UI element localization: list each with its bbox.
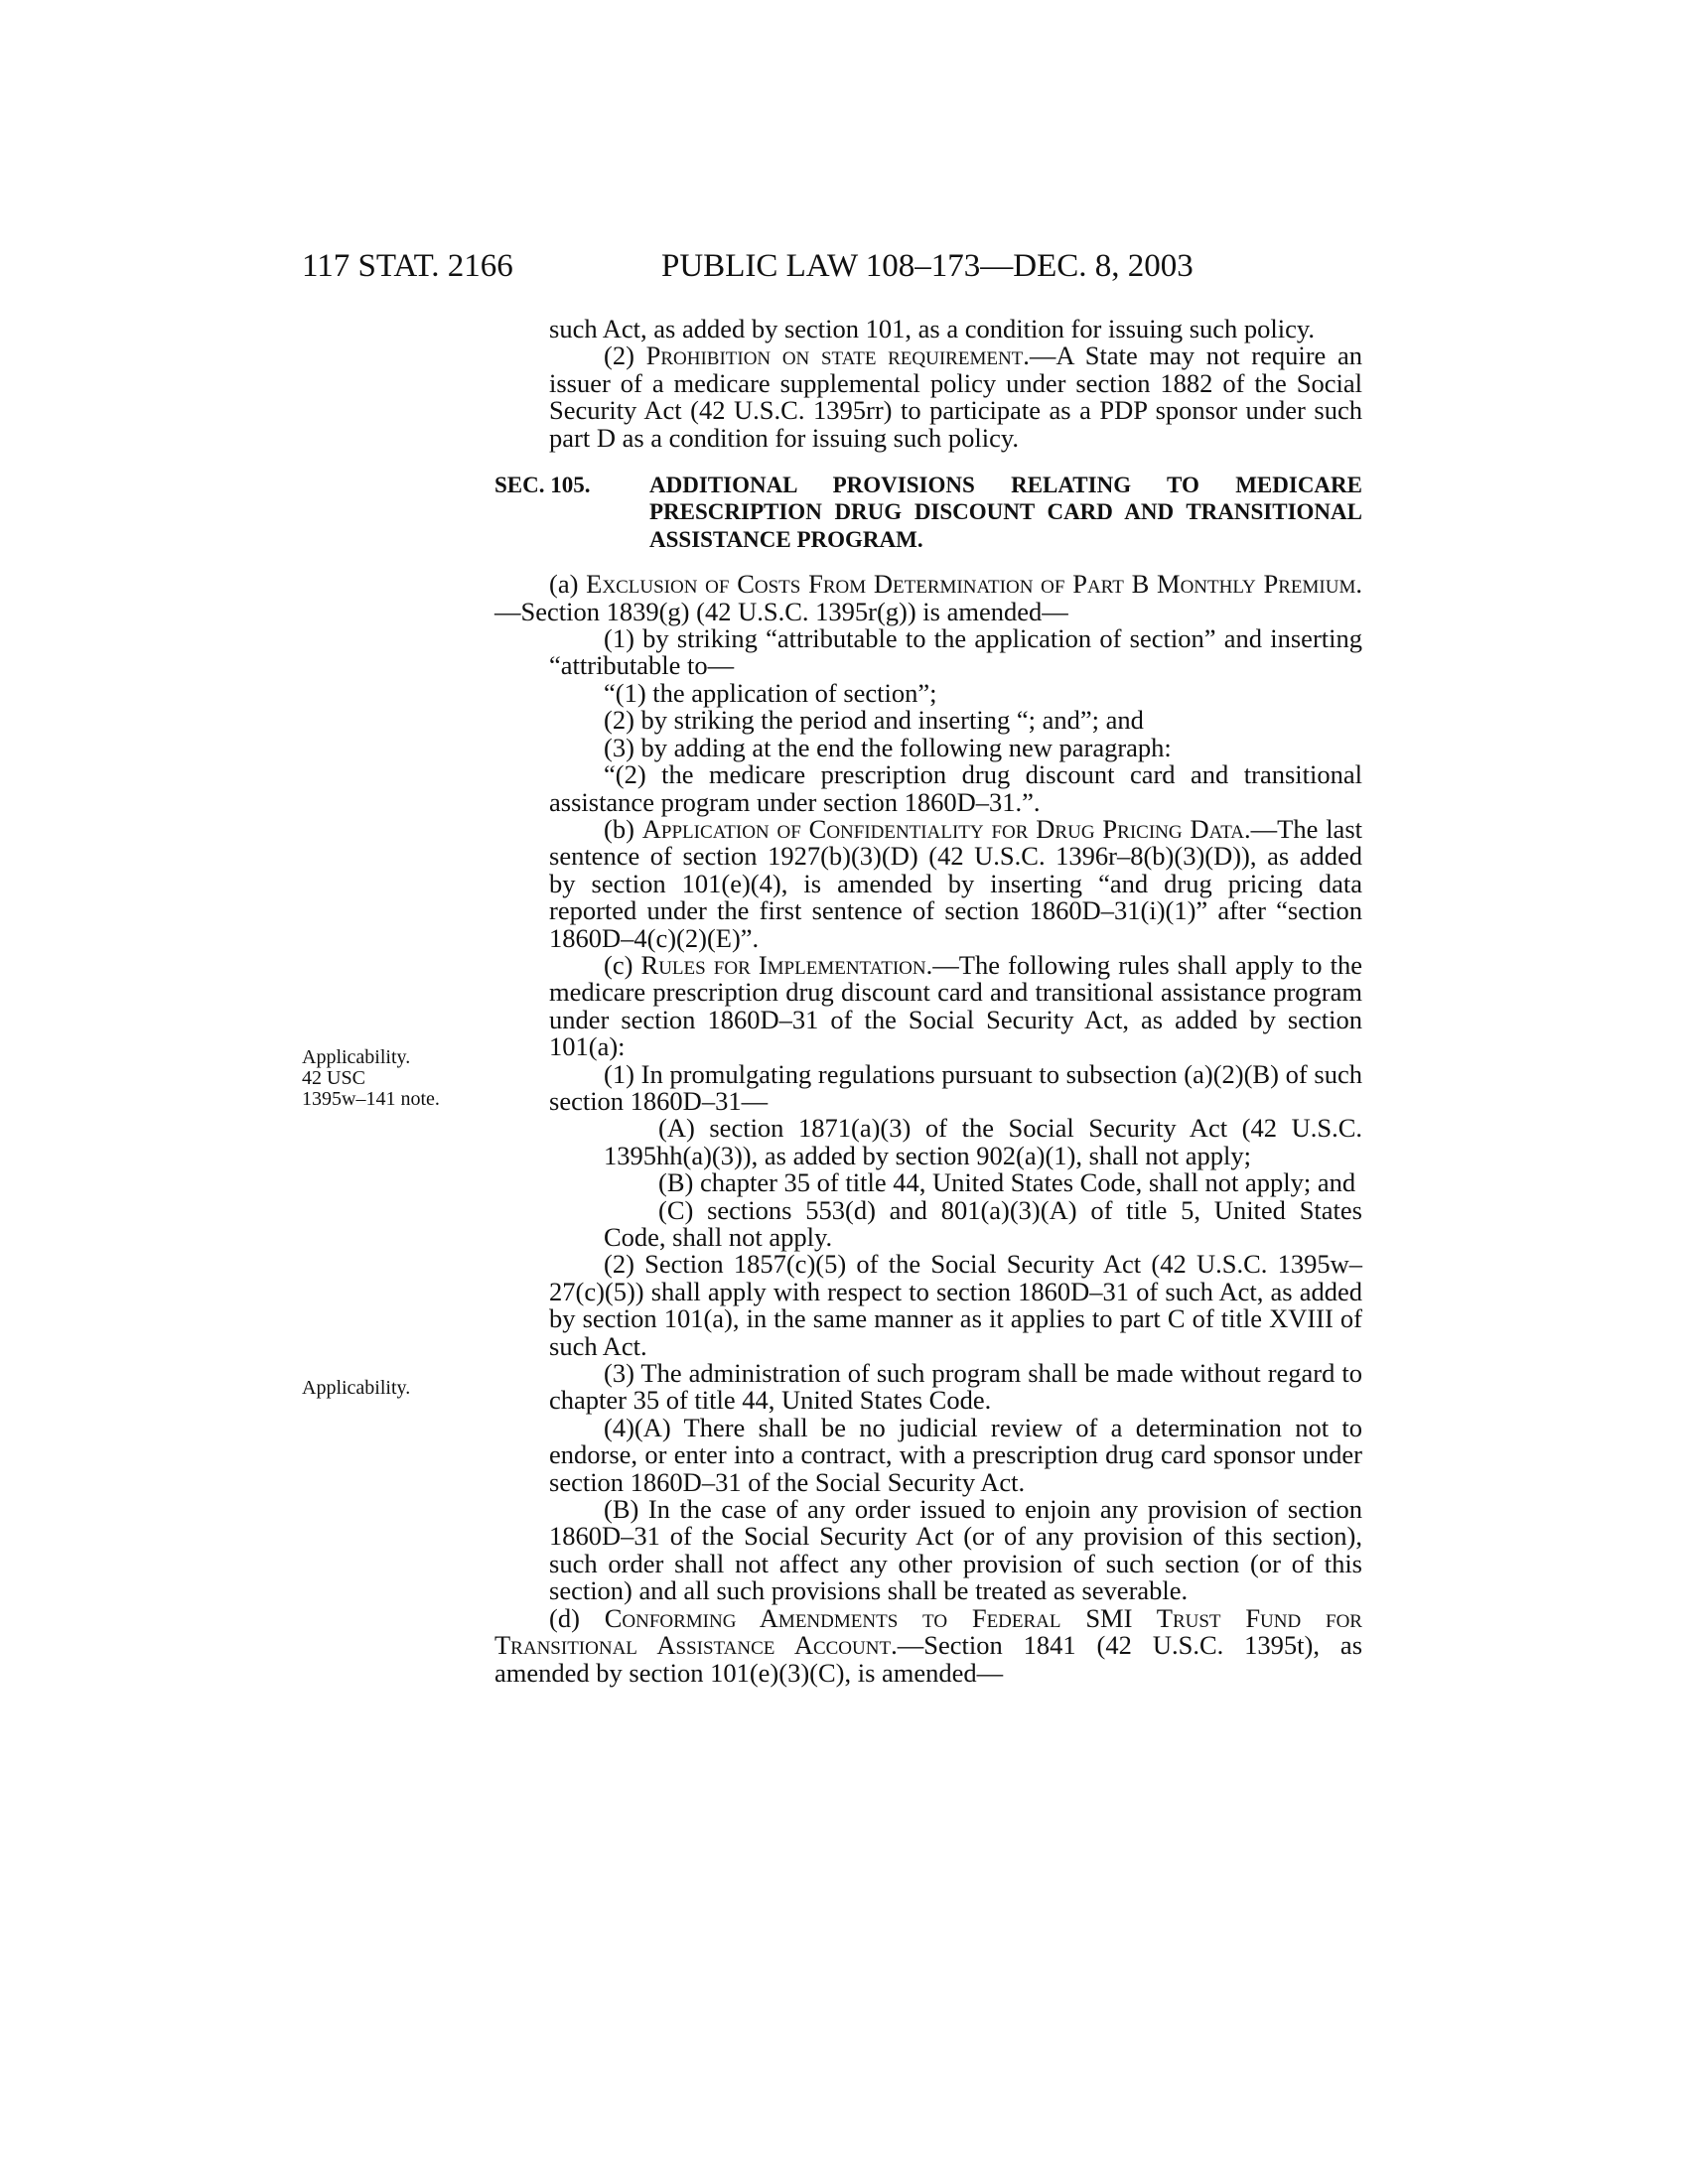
para-text: —Section 1841 (42 U.S.C. 1395t), as amended by section 101(e)(3)(C), is amended— <box>494 1630 1363 1688</box>
subsection-d <box>494 1602 1363 1688</box>
paragraph <box>494 342 1362 452</box>
para-number: (b) <box>604 813 642 844</box>
para-number: (2) <box>604 341 646 371</box>
paragraph: (3) by adding at the end the following new paragraph: <box>604 732 1172 762</box>
document-body <box>494 316 1362 1687</box>
para-heading: Exclusion of Costs From Determination of Part B Monthly Premium. <box>586 569 1362 600</box>
para-text: —The last sentence of section 1927(b)(3)(D) (42 U.S.C. 1396r–8(b)(3)(D)), as added by section 101(e)(4), is amended by inserting “and drug pricing data reported under the first sentence of section 1860D–31(i)(1)” after “section 1860D–4(c)(2)(E)”. <box>549 813 1362 953</box>
para-text: —The following rules shall apply to the medicare prescription drug discount card and transitional assistance program under section 1860D–31 of the Social Security Act, as added by section 101(a): <box>549 949 1362 1062</box>
margin-note-line: Applicability. <box>302 1046 411 1068</box>
para-text: —Section 1839(g) (42 U.S.C. 1395r(g)) is amended— <box>494 596 1068 626</box>
subparagraph: (A) section 1871(a)(3) of the Social Security Act (42 U.S.C. 1395hh(a)(3)), as added by section 902(a)(1), shall not apply; <box>604 1113 1362 1170</box>
para-heading: Rules for Implementation. <box>640 949 933 980</box>
para-number: (d) <box>549 1602 605 1633</box>
paragraph: (2) by striking the period and inserting “; and”; and <box>604 705 1144 736</box>
para-text: —A State may not require an issuer of a medicare supplemental policy under section 1882 of the Social Security Act (42 U.S.C. 1395rr) to participate as a PDP sponsor under such part D as a condition for issuing such policy. <box>549 341 1363 453</box>
section-heading <box>494 472 1362 553</box>
margin-note-applicability-1 <box>302 1047 481 1110</box>
quoted-text: “(1) the application of section”; <box>604 677 937 708</box>
para-heading: Conforming Amendments to Federal SMI Trust Fund for Transitional Assistance Account. <box>494 1602 1362 1661</box>
page-number: 117 STAT. 2166 <box>302 248 513 284</box>
para-number: (a) <box>549 569 587 600</box>
subsection-b <box>494 813 1362 953</box>
para-heading: Application of Confidentiality for Drug Pricing Data. <box>641 813 1251 844</box>
paragraph: (1) by striking “attributable to the application of section” and inserting “attributable to— <box>549 623 1362 681</box>
paragraph: (1) In promulgating regulations pursuant to subsection (a)(2)(B) of such section 1860D–31— <box>549 1058 1362 1116</box>
subsection-c <box>494 949 1362 1062</box>
margin-note-applicability-2: Applicability. <box>302 1377 411 1399</box>
paragraph: (2) Section 1857(c)(5) of the Social Security Act (42 U.S.C. 1395w–27(c)(5)) shall apply with respect to section 1860D–31 of such Act, as added by section 101(a), in the same manner as it applies to part C of title XVIII of such Act. <box>549 1249 1362 1361</box>
margin-note-line: 42 USC <box>302 1067 365 1089</box>
paragraph: (3) The administration of such program shall be made without regard to chapter 35 of title 44, United States Code. <box>549 1358 1362 1416</box>
subparagraph: (B) chapter 35 of title 44, United States Code, shall not apply; and <box>658 1167 1356 1198</box>
paragraph: such Act, as added by section 101, as a condition for issuing such policy. <box>549 314 1316 343</box>
section-title: ADDITIONAL PROVISIONS RELATING TO MEDICARE PRESCRIPTION DRUG DISCOUNT CARD AND TRANSITIONAL ASSISTANCE PROGRAM. <box>649 473 1362 552</box>
para-heading: Prohibition on state requirement. <box>645 341 1030 371</box>
subsection-a <box>494 571 1362 625</box>
page-title: PUBLIC LAW 108–173—DEC. 8, 2003 <box>661 248 1194 284</box>
section-number: SEC. 105. <box>494 473 591 498</box>
para-number: (c) <box>604 949 641 980</box>
subparagraph: (C) sections 553(d) and 801(a)(3)(A) of title 5, United States Code, shall not apply. <box>604 1194 1362 1252</box>
paragraph: (4)(A) There shall be no judicial review of a determination not to endorse, or enter into a contract, with a prescription drug card sponsor under section 1860D–31 of the Social Security Act. <box>549 1412 1362 1497</box>
margin-note-line: 1395w–141 note. <box>302 1088 440 1110</box>
paragraph: (B) In the case of any order issued to enjoin any provision of section 1860D–31 of the Social Security Act (or of any provision of this section), such order shall not affect any other provision of such section (or of this section) and all such provisions shall be treated as severable. <box>549 1494 1362 1606</box>
quoted-text: “(2) the medicare prescription drug discount card and transitional assistance program under section 1860D–31.”. <box>549 759 1362 817</box>
